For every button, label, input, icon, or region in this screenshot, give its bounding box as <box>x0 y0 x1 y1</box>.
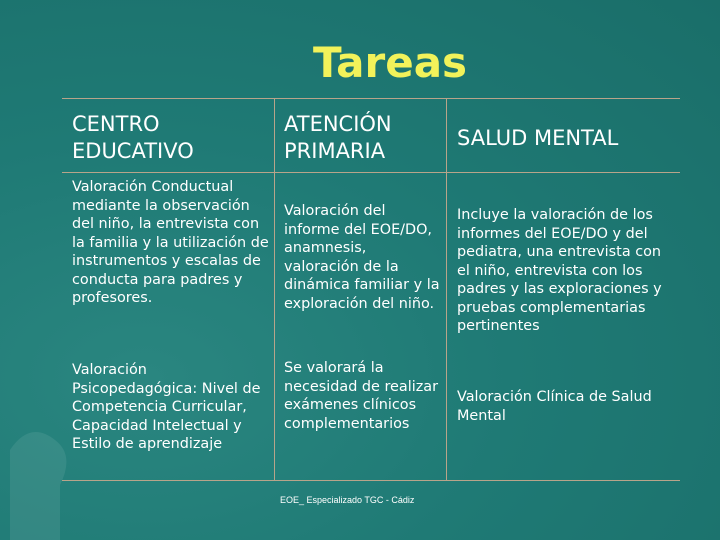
column-divider-2 <box>446 98 447 481</box>
tasks-table <box>62 98 680 481</box>
atencion-primaria-valoracion: Valoración del informe del EOE/DO, anamnesis, valoración de la dinámica familiar y la exploración del niño. <box>284 203 440 312</box>
table-top-rule <box>62 98 680 99</box>
header-atencion-primaria: ATENCIÓN PRIMARIA <box>284 112 392 163</box>
slide-title: Tareas <box>312 38 468 87</box>
atencion-primaria-examenes: Se valorará la necesidad de realizar exámenes clínicos complementarios <box>284 360 439 432</box>
salud-mental-clinica: Valoración Clínica de Salud Mental <box>457 389 652 424</box>
header-salud-mental: SALUD MENTAL <box>457 126 619 150</box>
header-centro-educativo: CENTRO EDUCATIVO <box>72 112 194 163</box>
slide-footer: EOE_ Especializado TGC - Cádiz <box>280 495 415 505</box>
centro-educativo-conductual: Valoración Conductual mediante la observación del niño, la entrevista con la familia y la utilización de instrumentos y escalas de conducta para padres y profesores. <box>72 179 269 306</box>
table-bottom-rule <box>62 480 680 481</box>
centro-educativo-psicopedagogica: Valoración Psicopedagógica: Nivel de Competencia Curricular, Capacidad Intelectual y Estilo de aprendizaje <box>72 362 261 452</box>
salud-mental-incluye: Incluye la valoración de los informes del EOE/DO y del pediatra, una entrevista con el niño, entrevista con los padres y las exploraciones y pruebas complementarias pertinentes <box>457 207 662 334</box>
header-bottom-rule <box>62 172 680 173</box>
column-divider-1 <box>274 98 275 481</box>
